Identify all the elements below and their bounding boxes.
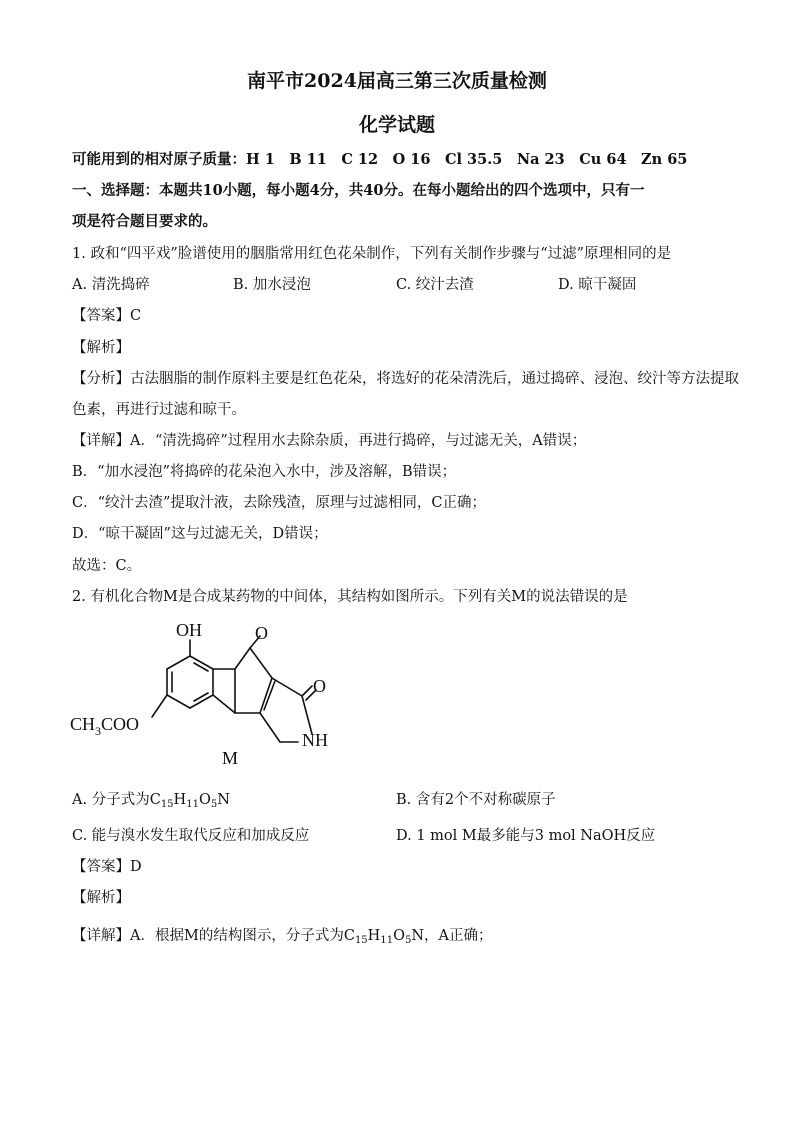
atomic-masses: 可能用到的相对原子质量：H 1 B 11 C 12 O 16 Cl 35.5 Na 23 Cu 64 Zn 65	[72, 151, 688, 168]
section-heading-line1: 一、选择题：本题共10小题，每小题4分，共40分。在每小题给出的四个选项中，只有一	[72, 182, 645, 199]
q1-option-d: D. 晾干凝固	[558, 277, 637, 293]
section-heading-line2: 项是符合题目要求的。	[72, 213, 217, 230]
q1-analysis-line1: 【分析】古法胭脂的制作原料主要是红色花朵，将选好的花朵清洗后，通过捣碎、浸泡、绞汁等方法提取	[72, 371, 739, 387]
q2-analysis-label: 【解析】	[72, 890, 130, 906]
page-subtitle: 化学试题	[358, 114, 435, 136]
q2-option-a: A. 分子式为$C_{15}H_{11}O_5N$	[72, 792, 230, 810]
q1-stem: 1. 政和“四平戏”脸谱使用的胭脂常用红色花朵制作，下列有关制作步骤与“过滤”原理相同的是	[72, 246, 672, 262]
q1-analysis-label: 【解析】	[72, 340, 130, 356]
lactam-bond	[302, 696, 312, 734]
q2-answer: 【答案】D	[72, 859, 142, 875]
label-m: M	[222, 748, 239, 768]
bridge-bond	[235, 648, 250, 669]
ester-bond	[152, 695, 167, 717]
label-o-lactam: O	[313, 676, 326, 696]
lactam-bond	[272, 678, 302, 696]
label-nh: NH	[302, 730, 328, 750]
label-o-bridge: O	[255, 623, 268, 643]
frame-bond	[213, 695, 235, 713]
structure-diagram-m	[70, 618, 350, 778]
q1-detail-c: C．“绞汁去渣”提取汁液，去除残渣，原理与过滤相同，C正确；	[72, 495, 487, 511]
q2-stem: 2. 有机化合物M是合成某药物的中间体，其结构如图所示。下列有关M的说法错误的是	[72, 589, 628, 605]
q1-detail-a: 【详解】A．“清洗捣碎”过程用水去除杂质，再进行捣碎，与过滤无关，A错误；	[72, 433, 587, 449]
q1-choice: 故选：C。	[72, 558, 142, 574]
q1-detail-b: B．“加水浸泡”将捣碎的花朵泡入水中，涉及溶解，B错误；	[72, 464, 457, 480]
page-title: 南平市2024届高三第三次质量检测	[247, 70, 547, 92]
label-oh: OH	[176, 620, 202, 640]
q2-option-d: D. 1 mol M最多能与3 mol NaOH反应	[396, 828, 656, 844]
q1-answer: 【答案】C	[72, 308, 142, 324]
q1-analysis-line2: 色素，再进行过滤和晾干。	[72, 402, 246, 418]
q1-detail-d: D．“晾干凝固”这与过滤无关，D错误；	[72, 526, 328, 542]
lactam-bond	[260, 713, 280, 742]
q1-option-a: A. 清洗捣碎	[72, 277, 150, 293]
q2-option-b: B. 含有2个不对称碳原子	[396, 792, 556, 808]
label-ester: $CH_3COO$	[70, 714, 140, 738]
ring-bond	[167, 695, 190, 708]
q2-detail-a: 【详解】A．根据M的结构图示，分子式为$C_{15}H_{11}O_5N$，A正确；	[72, 928, 493, 946]
q2-option-c: C. 能与溴水发生取代反应和加成反应	[72, 828, 310, 844]
q1-option-b: B. 加水浸泡	[233, 277, 311, 293]
bridge-bond	[250, 648, 272, 678]
ring-bond	[167, 656, 190, 669]
q1-option-c: C. 绞汁去渣	[396, 277, 474, 293]
